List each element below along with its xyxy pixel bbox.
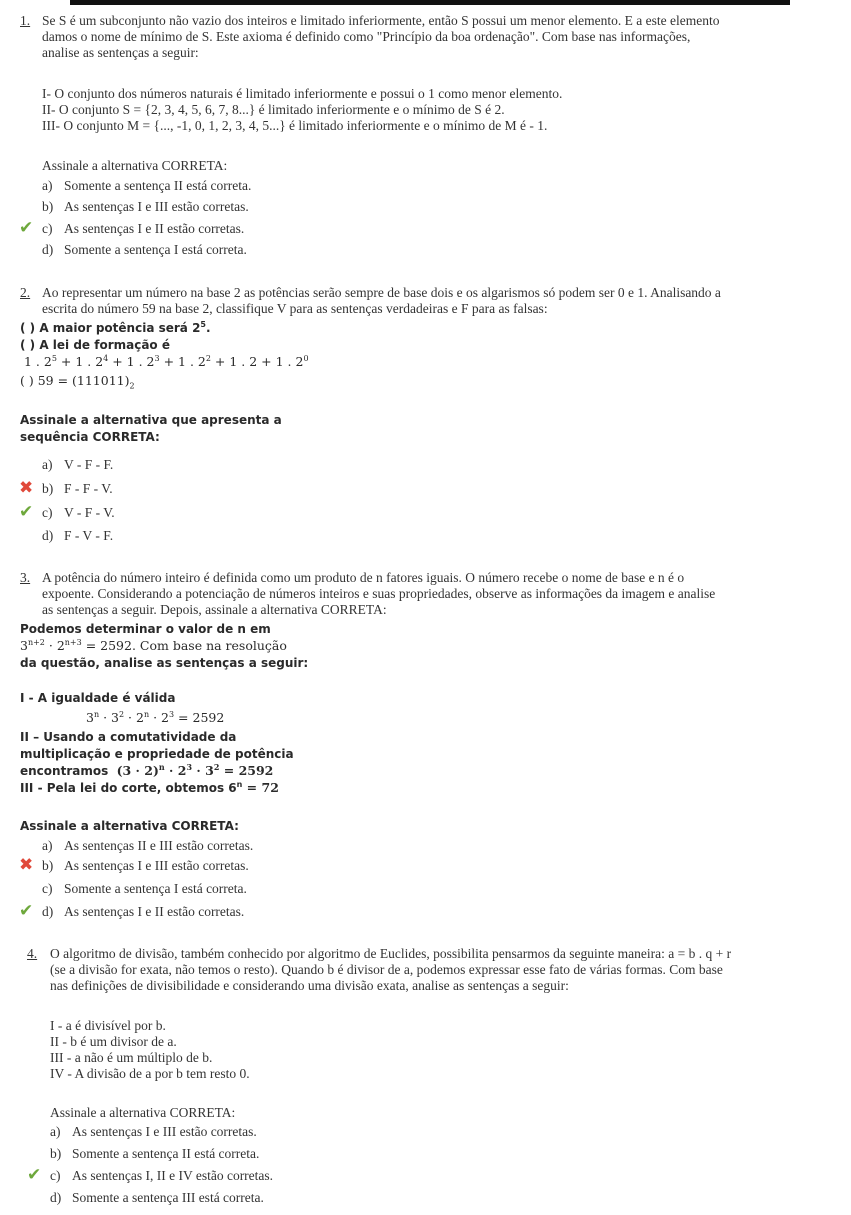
option-d[interactable] bbox=[42, 904, 244, 920]
sentence: II - b é um divisor de a. bbox=[50, 1034, 177, 1049]
sentence: III- O conjunto M = {..., -1, 0, 1, 2, 3, 4, 5...} é limitado inferiormente e o mínimo de M é - 1. bbox=[42, 118, 548, 133]
option-text: Somente a sentença I está correta. bbox=[64, 881, 247, 896]
option-letter: d) bbox=[42, 528, 54, 543]
option-text: As sentenças I e II estão corretas. bbox=[64, 221, 245, 236]
option-c[interactable] bbox=[42, 221, 244, 237]
cross-icon: ✖ bbox=[19, 855, 34, 874]
question-number: 1. bbox=[20, 13, 31, 28]
option-text: F - F - V. bbox=[64, 481, 113, 496]
intro-equation: $3^{n+2} \cdot 2^{n+3} = 2592$. Com base na resolução bbox=[20, 637, 287, 653]
sentence-2 bbox=[20, 337, 170, 353]
sentence-1: ( ) A maior potência será $2^5$. bbox=[20, 320, 211, 335]
question-text-line: O algoritmo de divisão, também conhecido por algoritmo de Euclides, possibilita pensarmos da seguinte maneira: a = b . q + r bbox=[50, 946, 732, 961]
option-text: As sentenças I, II e IV estão corretas. bbox=[72, 1168, 274, 1183]
top-bar bbox=[70, 0, 790, 5]
sentence-text: ( ) A lei de formação é bbox=[20, 338, 170, 352]
option-text: Somente a sentença I está correta. bbox=[64, 242, 247, 257]
option-letter: d) bbox=[42, 242, 54, 257]
option-text: As sentenças I e III estão corretas. bbox=[64, 858, 249, 873]
sentence: I - a é divisível por b. bbox=[50, 1018, 166, 1033]
option-letter: c) bbox=[42, 881, 53, 896]
sentence-2-line: multiplicação e propriedade de potência bbox=[20, 747, 294, 761]
option-letter: b) bbox=[50, 1146, 62, 1161]
question-number: 3. bbox=[20, 570, 31, 585]
option-letter: a) bbox=[50, 1124, 61, 1139]
check-icon: ✔ bbox=[27, 1165, 42, 1184]
question-text-line: expoente. Considerando a potenciação de números inteiros e suas propriedades, observe as informações da imagem e analise bbox=[42, 586, 716, 601]
option-c[interactable] bbox=[42, 881, 247, 897]
option-letter: b) bbox=[42, 858, 54, 873]
option-text: As sentenças I e III estão corretas. bbox=[72, 1124, 257, 1139]
option-text: Somente a sentença II está correta. bbox=[64, 178, 252, 193]
check-icon: ✔ bbox=[19, 901, 34, 920]
option-a[interactable] bbox=[42, 178, 251, 194]
question-text-line: nas definições de divisibilidade e considerando uma divisão exata, analise as sentenças a seguir: bbox=[50, 978, 569, 993]
answer-prompt: sequência CORRETA: bbox=[20, 430, 160, 444]
option-text: V - F - F. bbox=[64, 457, 114, 472]
option-letter: b) bbox=[42, 199, 54, 214]
sentence: II- O conjunto S = {2, 3, 4, 5, 6, 7, 8...} é limitado inferiormente e o mínimo de S é 2. bbox=[42, 102, 505, 117]
option-letter: c) bbox=[50, 1168, 61, 1183]
intro-line: Podemos determinar o valor de n em bbox=[20, 622, 271, 636]
sentence-1-label: I - A igualdade é válida bbox=[20, 691, 176, 705]
answer-prompt: Assinale a alternativa CORRETA: bbox=[42, 158, 228, 173]
question-text-line: (se a divisão for exata, não temos o resto). Quando b é divisor de a, podemos expressar esse fato de várias formas. Com base bbox=[50, 962, 723, 977]
exponent: 5 bbox=[200, 320, 206, 329]
option-b[interactable] bbox=[42, 481, 113, 497]
option-letter: c) bbox=[42, 505, 53, 520]
question-text-line: Ao representar um número na base 2 as potências serão sempre de base dois e os algarismos só podem ser 0 e 1. Analisando a bbox=[42, 285, 721, 300]
option-letter: a) bbox=[42, 178, 53, 193]
option-text: As sentenças I e II estão corretas. bbox=[64, 904, 245, 919]
option-d[interactable] bbox=[42, 528, 113, 544]
cross-icon: ✖ bbox=[19, 478, 34, 497]
question-text-line: A potência do número inteiro é definida como um produto de n fatores iguais. O número recebe o nome de base e n é o bbox=[42, 570, 685, 585]
option-b[interactable] bbox=[42, 199, 249, 215]
sentence-3: ( ) $59 = (111011)_2$ bbox=[20, 373, 135, 391]
option-letter: d) bbox=[50, 1190, 62, 1205]
question-number: 2. bbox=[20, 285, 31, 300]
option-c[interactable] bbox=[50, 1168, 273, 1184]
answer-prompt: Assinale a alternativa que apresenta a bbox=[20, 413, 282, 427]
question-text-line: Se S é um subconjunto não vazio dos inteiros e limitado inferiormente, então S possui um menor elemento. E a este elemento bbox=[42, 13, 720, 28]
option-a[interactable] bbox=[42, 838, 253, 854]
sentence-text: ( ) A maior potência será 2 bbox=[20, 321, 201, 335]
answer-prompt: Assinale a alternativa CORRETA: bbox=[20, 819, 239, 833]
check-icon: ✔ bbox=[19, 502, 34, 521]
sentence-3: III - Pela lei do corte, obtemos $6^n = 72$ bbox=[20, 780, 279, 795]
option-letter: b) bbox=[42, 481, 54, 496]
answer-prompt: Assinale a alternativa CORRETA: bbox=[50, 1105, 236, 1120]
option-d[interactable] bbox=[42, 242, 247, 258]
sentence: I- O conjunto dos números naturais é limitado inferiormente e possui o 1 como menor elemento. bbox=[42, 86, 563, 101]
question-number: 4. bbox=[27, 946, 38, 961]
option-a[interactable] bbox=[50, 1124, 257, 1140]
option-text: V - F - V. bbox=[64, 505, 115, 520]
option-letter: a) bbox=[42, 457, 53, 472]
question-text-line: escrita do número 59 na base 2, classifique V para as sentenças verdadeiras e F para as falsas: bbox=[42, 301, 548, 316]
intro-line: da questão, analise as sentenças a seguir: bbox=[20, 656, 309, 670]
check-icon: ✔ bbox=[19, 218, 34, 237]
option-letter: c) bbox=[42, 221, 53, 236]
sentence: IV - A divisão de a por b tem resto 0. bbox=[50, 1066, 250, 1081]
option-c[interactable] bbox=[42, 505, 115, 521]
option-text: F - V - F. bbox=[64, 528, 114, 543]
option-text: Somente a sentença II está correta. bbox=[72, 1146, 260, 1161]
formula: 1 . $2^5 + 1$ . $2^4 + 1$ . $2^3 + 1$ . $2^2 + 1$ . 2 + 1 . $2^0$ bbox=[24, 353, 309, 369]
sentence: III - a não é um múltiplo de b. bbox=[50, 1050, 213, 1065]
question-text-line: as sentenças a seguir. Depois, assinale a alternativa CORRETA: bbox=[42, 602, 387, 617]
sentence-1-equation: $3^n \cdot 3^2 \cdot 2^n \cdot 2^3 = 2592$ bbox=[86, 709, 225, 725]
sentence-2-line: II – Usando a comutatividade da bbox=[20, 730, 237, 744]
question-text-line: damos o nome de mínimo de S. Este axioma é definido como "Princípio da boa ordenação". Com base nas informações, bbox=[42, 29, 691, 44]
option-a[interactable] bbox=[42, 457, 113, 473]
option-letter: d) bbox=[42, 904, 54, 919]
option-b[interactable] bbox=[50, 1146, 259, 1162]
option-text: Somente a sentença III está correta. bbox=[72, 1190, 264, 1205]
option-text: As sentenças I e III estão corretas. bbox=[64, 199, 249, 214]
option-d[interactable] bbox=[50, 1190, 264, 1206]
sentence-2-equation: encontramos $(3 \cdot 2)^n \cdot 2^3 \cdot 3^2 = 2592$ bbox=[20, 761, 274, 778]
option-text: As sentenças II e III estão corretas. bbox=[64, 838, 254, 853]
option-letter: a) bbox=[42, 838, 53, 853]
question-text-line: analise as sentenças a seguir: bbox=[42, 45, 199, 60]
option-b[interactable] bbox=[42, 858, 249, 874]
